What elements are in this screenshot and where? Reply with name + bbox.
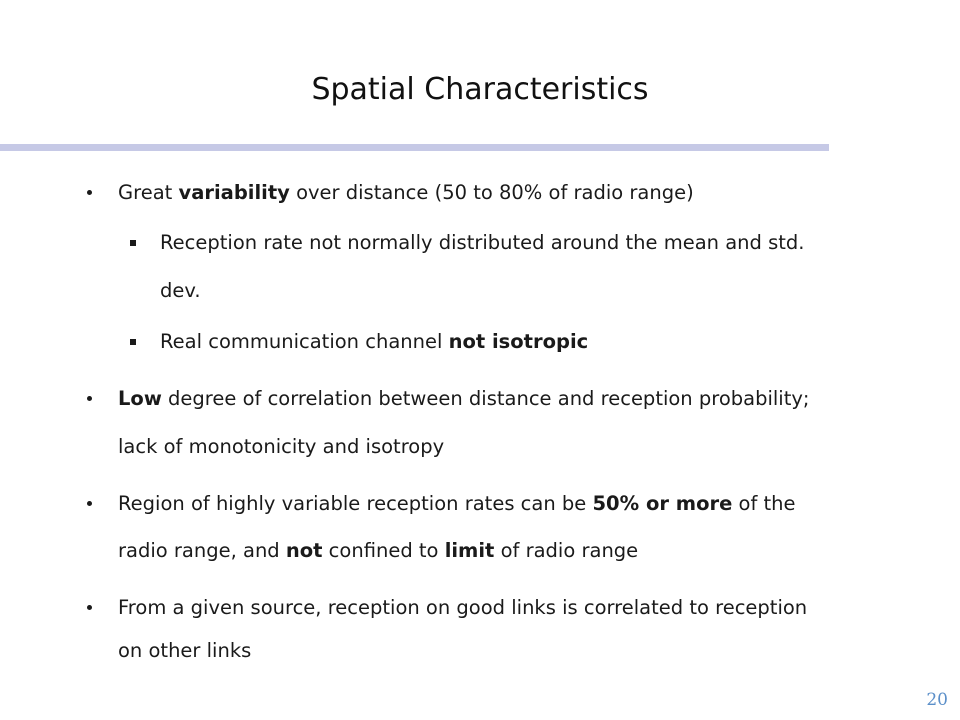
text-segment: From a given source, reception on good links is correlated to reception bbox=[118, 596, 808, 619]
text-segment: dev. bbox=[160, 279, 201, 302]
bullet-4-line-2 bbox=[118, 638, 251, 664]
sub-bullet-1-line-1 bbox=[160, 230, 804, 256]
bold-text: variability bbox=[178, 181, 290, 204]
sub-bullet-2-line-1 bbox=[160, 329, 588, 355]
bold-text: not isotropic bbox=[448, 330, 589, 353]
text-segment: radio range, and bbox=[118, 539, 286, 562]
bold-text: Low bbox=[118, 387, 162, 410]
text-segment: confined to bbox=[322, 539, 445, 562]
sub-bullet-marker bbox=[130, 240, 136, 246]
text-segment: on other links bbox=[118, 639, 252, 662]
bold-text: not bbox=[285, 539, 323, 562]
title-divider bbox=[0, 144, 829, 151]
bullet-marker bbox=[87, 501, 92, 506]
bullet-2-line-1 bbox=[118, 386, 809, 412]
bullet-3-line-1 bbox=[118, 491, 796, 517]
slide-title: Spatial Characteristics bbox=[311, 72, 649, 107]
bullet-1-line-1 bbox=[118, 180, 694, 206]
bullet-marker bbox=[87, 190, 92, 195]
text-segment: Real communication channel bbox=[160, 330, 449, 353]
bullet-3-line-2 bbox=[118, 538, 638, 564]
sub-bullet-1-line-2 bbox=[160, 278, 201, 304]
text-segment: over distance (50 to 80% of radio range) bbox=[289, 181, 694, 204]
text-segment: Reception rate not normally distributed around the mean and std. bbox=[160, 231, 805, 254]
bullet-2-line-2 bbox=[118, 434, 444, 460]
text-segment: of radio range bbox=[494, 539, 639, 562]
page-number: 20 bbox=[926, 690, 948, 710]
text-segment: degree of correlation between distance and reception probability; bbox=[161, 387, 810, 410]
sub-bullet-marker bbox=[130, 339, 136, 345]
bullet-marker bbox=[87, 396, 92, 401]
text-segment: lack of monotonicity and isotropy bbox=[118, 435, 445, 458]
text-segment: of the bbox=[732, 492, 796, 515]
text-segment: Great bbox=[118, 181, 179, 204]
bullet-marker bbox=[87, 605, 92, 610]
bold-text: 50% or more bbox=[592, 492, 733, 515]
bold-text: limit bbox=[444, 539, 495, 562]
bullet-4-line-1 bbox=[118, 595, 807, 621]
text-segment: Region of highly variable reception rates can be bbox=[118, 492, 593, 515]
